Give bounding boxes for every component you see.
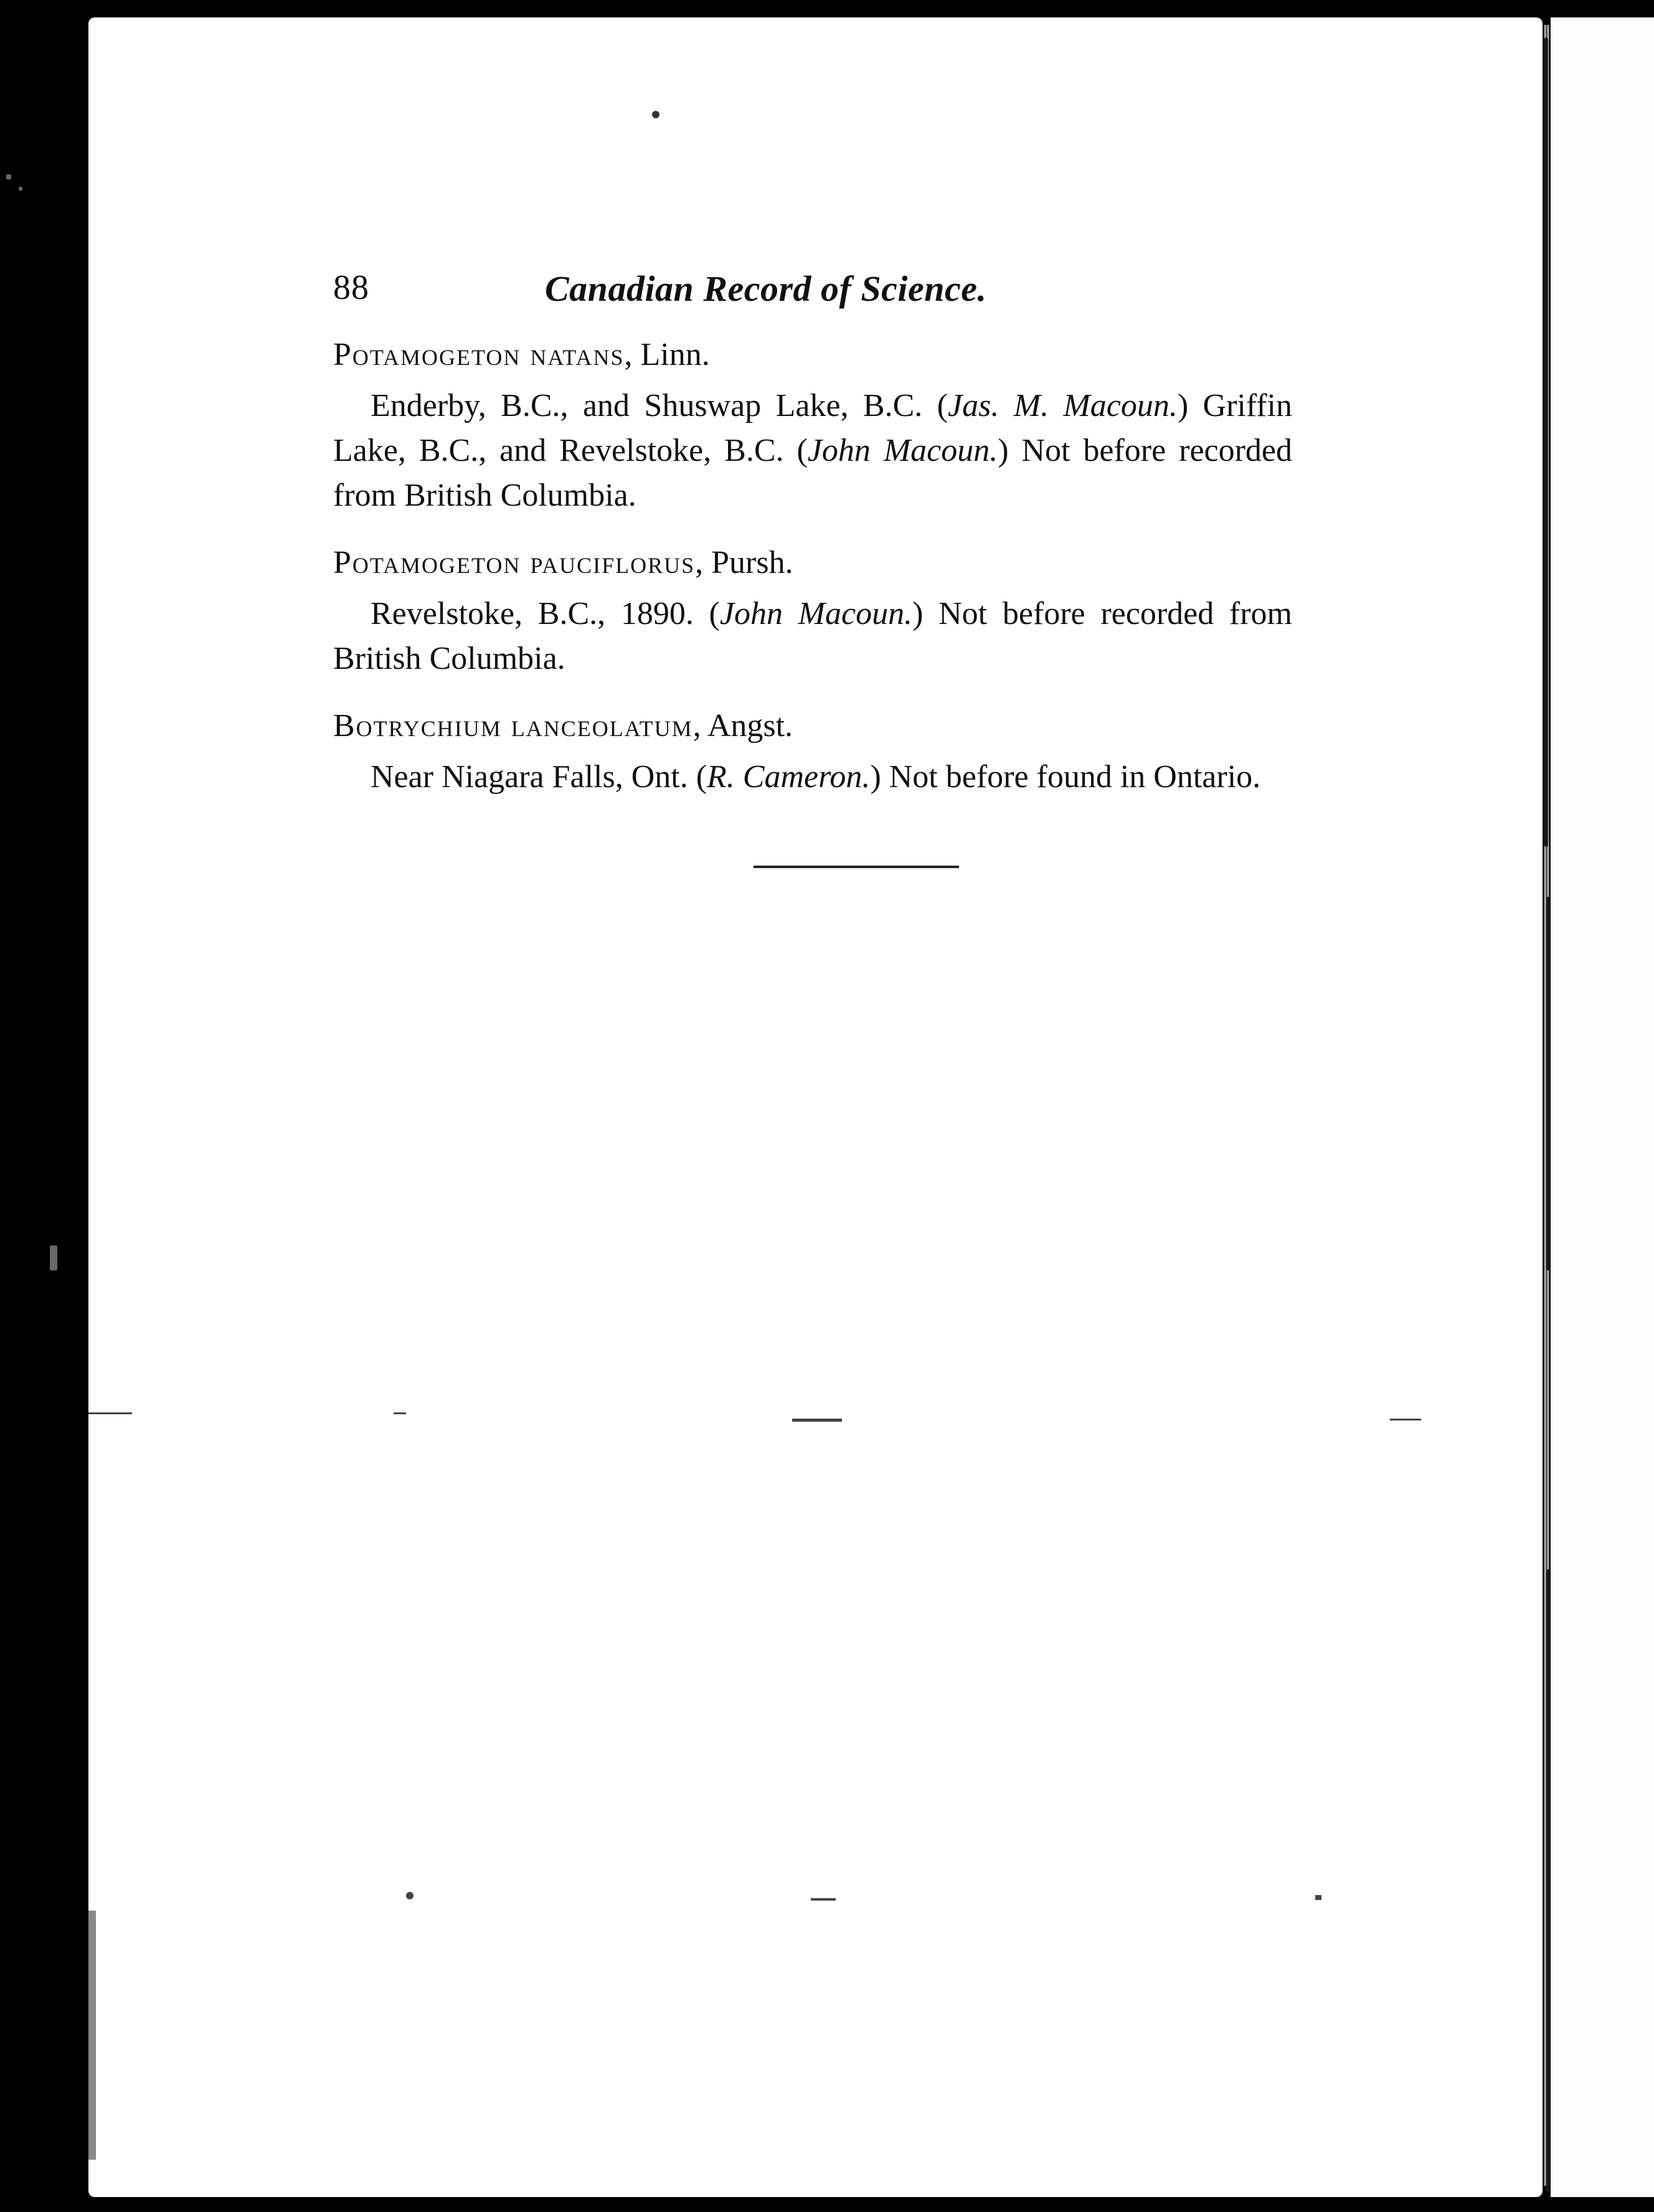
print-speck: [394, 1412, 406, 1414]
page-edge-shadow: [88, 1911, 96, 2160]
print-speck: [1315, 1895, 1321, 1900]
collector-name: Jas. M. Macoun.: [948, 388, 1178, 423]
section-end-rule: [754, 866, 959, 868]
note-text: Near Niagara Falls, Ont. (: [371, 759, 707, 795]
page-fold-shadow: [1544, 37, 1548, 847]
print-speck: [811, 1898, 836, 1901]
facing-page-edge: [1551, 17, 1654, 2197]
print-speck: [406, 1892, 414, 1899]
collector-name: John Macoun.: [807, 433, 998, 468]
species-name: Botrychium lanceolatum: [333, 708, 693, 744]
species-entry: [333, 330, 1292, 518]
note-text: ) Griffin Lake, B.C., and Revelstoke, B.C. (: [333, 388, 1292, 468]
species-name: Potamogeton pauciflorus: [333, 545, 696, 580]
scan-speck: [6, 174, 11, 179]
collector-name: John Macoun.: [719, 596, 913, 631]
note-text: Enderby, B.C., and Shuswap Lake, B.C. (: [371, 388, 948, 423]
species-authority: , Angst.: [692, 708, 793, 744]
page-fold-shadow: [1546, 1569, 1550, 2192]
species-heading: [333, 538, 1292, 588]
species-note: [333, 755, 1292, 800]
collector-name: R. Cameron.: [707, 759, 871, 795]
species-note: [333, 384, 1292, 518]
species-authority: , Pursh.: [695, 545, 793, 580]
page-fold-shadow: [1546, 897, 1550, 1270]
note-text: ) Not before found in Ontario.: [870, 759, 1261, 795]
print-speck: [1390, 1419, 1421, 1420]
species-heading: [333, 330, 1292, 380]
species-note: [333, 592, 1292, 681]
page-number: 88: [333, 268, 369, 307]
page-text-block: [333, 262, 1292, 820]
species-entry: [333, 538, 1292, 681]
species-authority: , Linn.: [624, 337, 710, 372]
scan-speck: [50, 1245, 57, 1270]
species-heading: [333, 701, 1292, 751]
print-speck: [792, 1419, 842, 1422]
note-text: ) Not before recorded from British Columbia.: [333, 596, 1293, 676]
print-speck: [88, 1412, 132, 1414]
species-name: Potamogeton natans: [333, 337, 625, 372]
scan-speck: [19, 187, 22, 191]
note-text: ) Not before recorded from British Columbia.: [333, 433, 1293, 513]
journal-title: Canadian Record of Science.: [545, 268, 987, 309]
running-head: [333, 262, 1292, 330]
note-text: Revelstoke, B.C., 1890. (: [371, 596, 720, 631]
species-entry: [333, 701, 1292, 800]
print-speck: [652, 111, 659, 118]
